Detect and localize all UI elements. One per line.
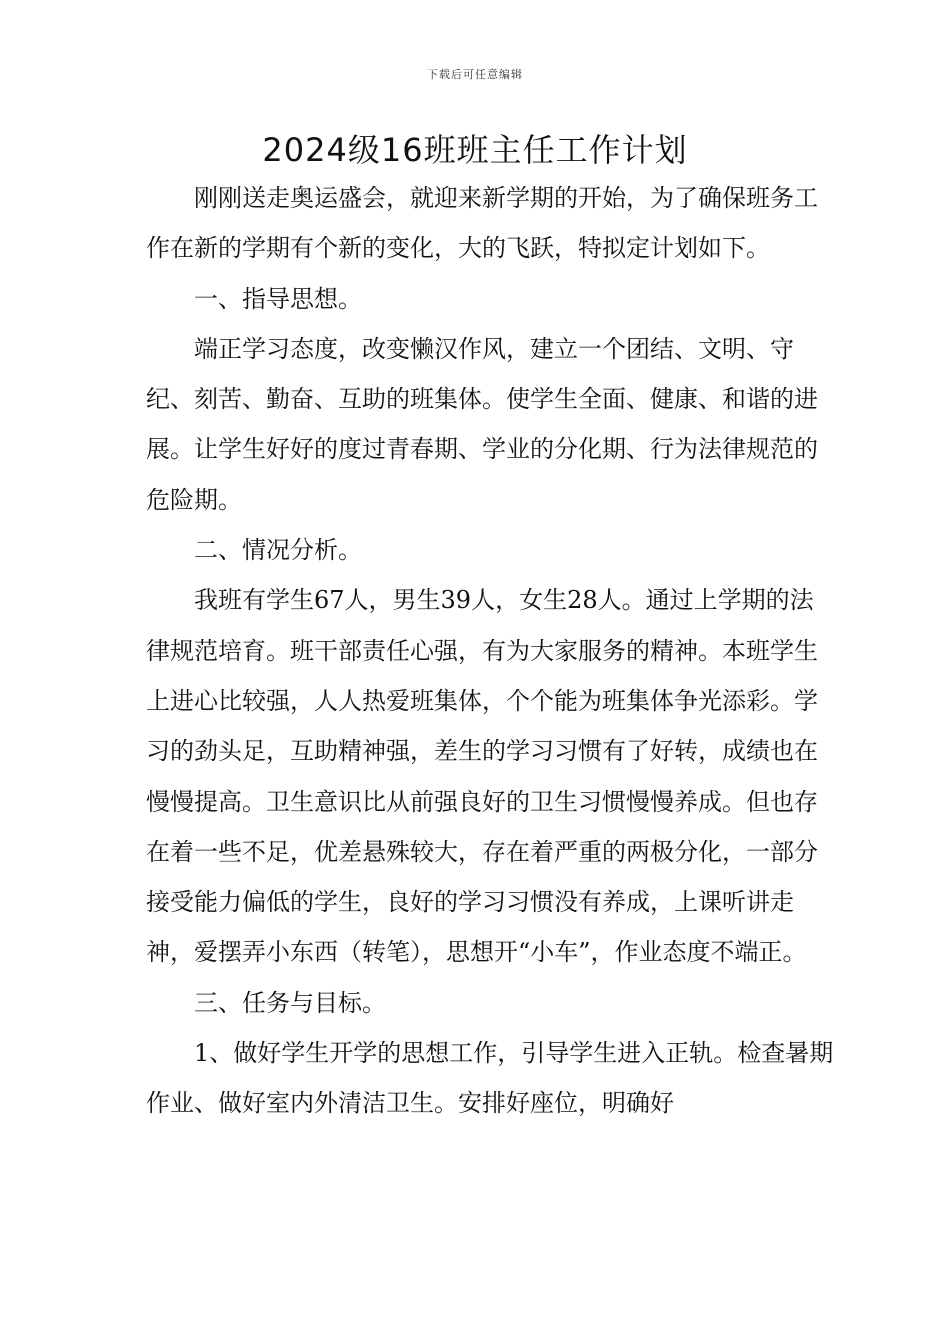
intro-paragraph: 刚刚送走奥运盛会，就迎来新学期的开始，为了确保班务工作在新的学期有个新的变化，大的飞跃，特拟定计划如下。 <box>146 184 818 263</box>
situation-analysis-paragraph: 我班有学生67人，男生39人，女生28人。通过上学期的法律规范培育。班干部责任心强，有为大家服务的精神。本班学生上进心比较强，人人热爱班集体，个个能为班集体争光添彩。学习的劲头足，互助精神强，差生的学习习惯有了好转，成绩也在慢慢提高。卫生意识比从前强良好的卫生习惯慢慢养成。但也存在着一些不足，优差悬殊较大，存在着严重的两极分化，一部分接受能力偏低的学生，良好的学习习惯没有养成，上课听讲走神，爱摆弄小东西（转笔），思想开“小车”，作业态度不端正。 <box>146 586 818 967</box>
section-heading-guiding-thought: 一、指导思想。 <box>194 284 362 313</box>
document-body <box>146 173 836 1129</box>
header-note: 下载后可任意编辑 <box>427 68 523 81</box>
section-heading-tasks-goals: 三、任务与目标。 <box>194 988 386 1017</box>
guiding-thought-paragraph: 端正学习态度，改变懒汉作风，建立一个团结、文明、守纪、刻苦、勤奋、互助的班集体。使学生全面、健康、和谐的进展。让学生好好的度过青春期、学业的分化期、行为法律规范的危险期。 <box>146 334 818 514</box>
document-title: 2024级16班班主任工作计划 <box>262 131 688 169</box>
section-heading-situation-analysis: 二、情况分析。 <box>194 536 362 565</box>
task-item-1: 1、做好学生开学的思想工作，引导学生进入正轨。检查暑期作业、做好室内外清洁卫生。安排好座位，明确好 <box>146 1039 834 1118</box>
